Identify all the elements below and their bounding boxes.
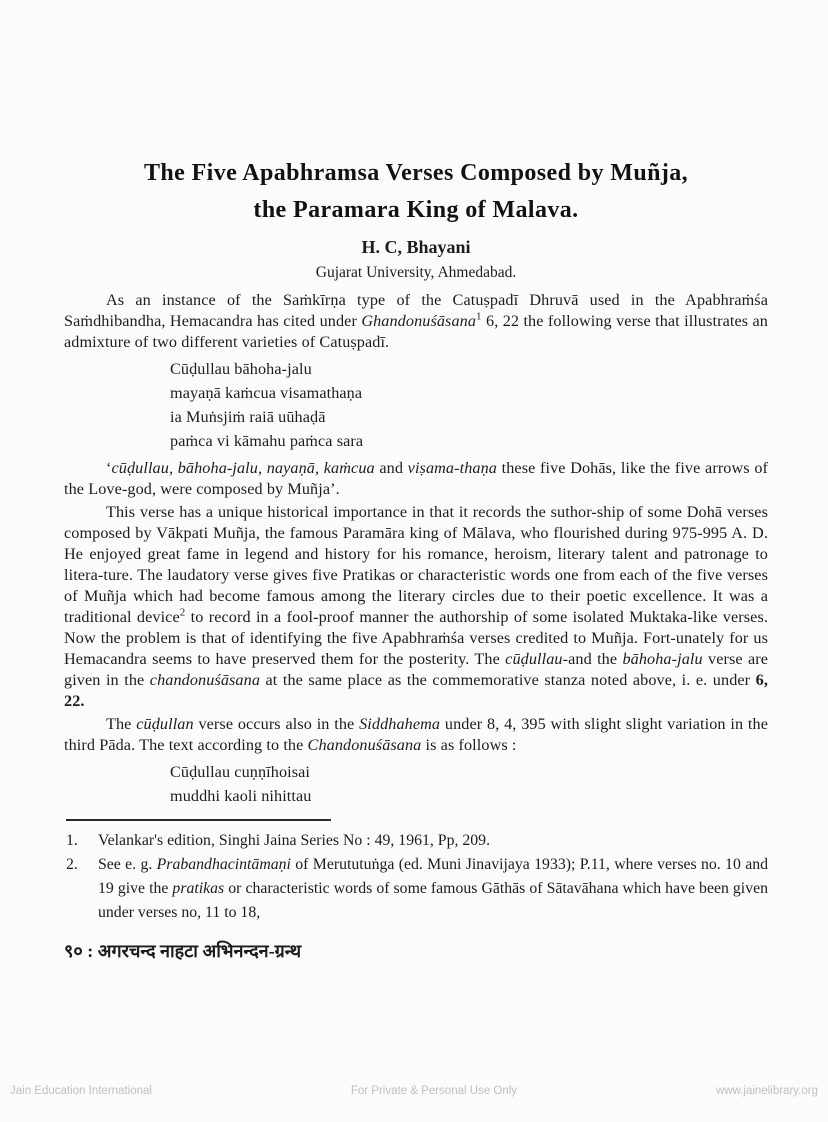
text-run: and bbox=[374, 459, 408, 477]
scan-footer-right: www.jainelibrary.org bbox=[715, 1085, 818, 1097]
text-run: at the same place as the commemorative stanza noted above, i. e. under bbox=[260, 671, 756, 689]
footnote-item bbox=[64, 853, 768, 925]
article-title-line1: The Five Apabhramsa Verses Composed by Muñja, bbox=[143, 160, 689, 186]
article-body bbox=[64, 290, 768, 808]
verse-line: ia Muṅsjiṁ raiā uūhaḍā bbox=[170, 408, 326, 426]
text-run: As an instance of the Saṁkīrṇa type of the Catuṣpadī Dhruvā used in the Apabhraṁśa Saṁdhibandha, Hemacandra has cited under bbox=[64, 291, 768, 330]
text-run: these five Dohās, like the five arrows of the Love-god, were composed by Muñja’. bbox=[64, 459, 768, 498]
footnote-divider bbox=[66, 819, 331, 821]
scan-footer-left: Jain Education International bbox=[10, 1085, 152, 1097]
text-run: is as follows : bbox=[421, 736, 517, 754]
text-run: 6, 22. bbox=[64, 671, 768, 710]
footnote-item bbox=[64, 829, 768, 853]
verse-block bbox=[170, 357, 768, 453]
series-footer: ९० : अगरचन्द नाहटा अभिनन्दन-ग्रन्थ bbox=[64, 941, 302, 961]
footnotes bbox=[64, 829, 768, 925]
text-run: bāhoha-jalu bbox=[622, 650, 703, 668]
text-run: Prabandhacintāmaṇi bbox=[156, 856, 291, 873]
scan-footer-center: For Private & Personal Use Only bbox=[350, 1085, 518, 1097]
paragraph bbox=[64, 502, 768, 712]
text-run: See e. g. bbox=[98, 856, 157, 873]
text-run: and the bbox=[568, 650, 623, 668]
author-name: H. C, Bhayani bbox=[361, 237, 471, 257]
paragraph bbox=[64, 714, 768, 756]
verse-line: paṁca vi kāmahu paṁca sara bbox=[170, 432, 364, 450]
footnote-reference: 2 bbox=[179, 606, 186, 619]
verse-line: Cūḍullau cuṇṇīhoisai bbox=[170, 763, 311, 781]
paragraph bbox=[64, 290, 768, 353]
text-run: to record in a fool-proof manner the authorship of some isolated Muktaka-like verses. Now the problem is that of identifying the five Apabhraṁśa verses credited to Muñja. Fort-unately for us Hemacandra seems to have preserved them for the posterity. The bbox=[64, 608, 768, 668]
text-run: 6, 22 the following verse that illustrates an admixture of two different varieties of Catuṣpadī. bbox=[64, 312, 769, 351]
verse-line: mayaṇā kaṁcua visamathaṇa bbox=[170, 384, 363, 402]
text-run: viṣama-thaṇa bbox=[407, 459, 497, 477]
article-title-line2: the Paramara King of Malava. bbox=[253, 197, 579, 223]
text-run: Velankar's edition, Singhi Jaina Series No : 49, 1961, Pp, 209. bbox=[98, 832, 491, 849]
paragraph bbox=[64, 458, 768, 500]
text-run: under 8, 4, 395 with slight slight variation in the third Pāda. The text according to the bbox=[64, 715, 768, 754]
footnote-marker: 1. bbox=[66, 832, 78, 849]
text-run: verse occurs also in the bbox=[193, 715, 360, 733]
page-content bbox=[64, 0, 768, 963]
text-run: cūḍullau, bāhoha-jalu, nayaṇā, kaṁcua bbox=[111, 459, 375, 477]
text-run: Siddhahema bbox=[359, 715, 441, 733]
text-run: chandonuśāsana bbox=[149, 671, 261, 689]
text-run: verse are given in the bbox=[64, 650, 768, 689]
text-run: Ghandonuśāsana bbox=[361, 312, 477, 330]
footnote-marker: 2. bbox=[66, 856, 78, 873]
text-run: Chandonuśāsana bbox=[307, 736, 422, 754]
text-run: cūḍullau- bbox=[505, 650, 569, 668]
verse-line: Cūḍullau bāhoha-jalu bbox=[170, 360, 312, 378]
text-run: This verse has a unique historical importance in that it records the suthor-ship of some Dohā verses composed by Vākpati Muñja, the famous Paramāra king of Mālava, who flourished during 975-995 A. D. He enjoyed great fame in legend and history for his romance, heroism, literary talent and patronage to litera-ture. The laudatory verse gives five Pratikas or characteristic words one from each of the five verses of Muñja which had become famous among the literary circles due to their poetic excellence. It was a traditional device bbox=[64, 503, 768, 626]
text-run: pratikas bbox=[172, 880, 225, 897]
footnote-text bbox=[98, 853, 768, 925]
scan-footer bbox=[0, 1085, 828, 1097]
text-run: ‘ bbox=[106, 459, 112, 477]
author-affiliation: Gujarat University, Ahmedabad. bbox=[315, 264, 517, 281]
verse-line: muddhi kaoli nihittau bbox=[170, 787, 312, 805]
footnote-text bbox=[98, 829, 768, 853]
text-run: cūḍullan bbox=[136, 715, 194, 733]
article-title bbox=[64, 155, 768, 229]
text-run: The bbox=[106, 715, 137, 733]
footnote-reference: 1 bbox=[476, 310, 482, 323]
verse-block bbox=[170, 760, 768, 808]
text-run: of Merututuṅga (ed. Muni Jinavijaya 1933); P.11, where verses no. 10 and 19 give the bbox=[98, 856, 768, 897]
text-run: or characteristic words of some famous Gāthās of Sātavāhana which have been given under verses no, 11 to 18, bbox=[98, 880, 768, 921]
